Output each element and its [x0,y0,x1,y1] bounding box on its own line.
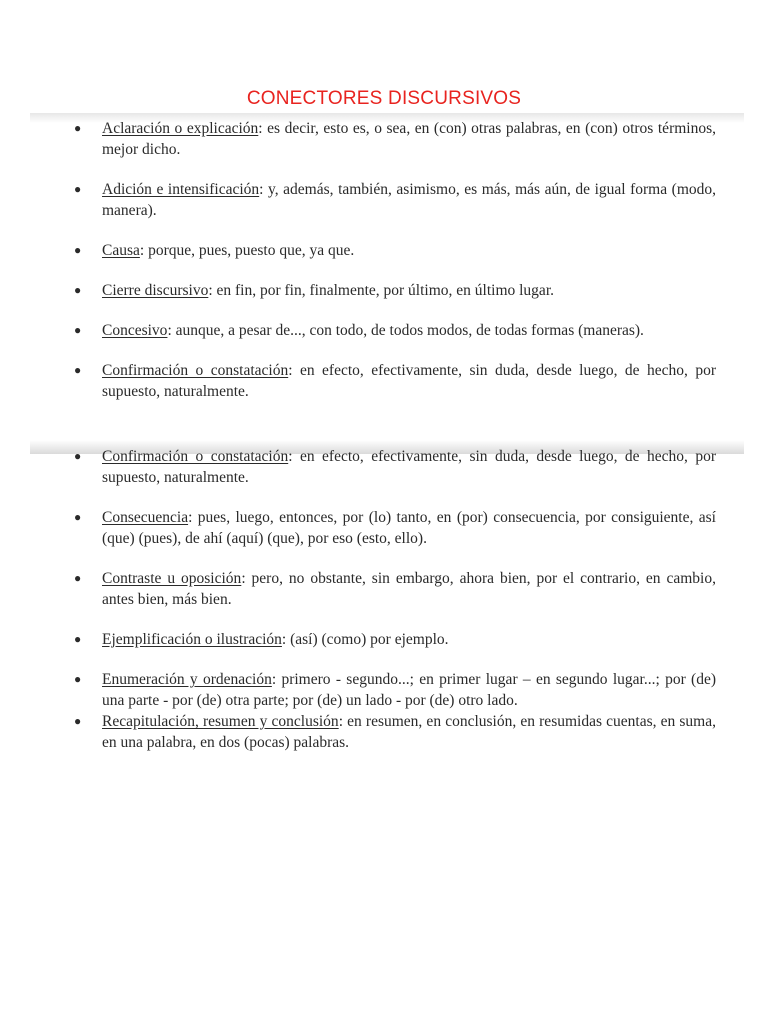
list-item [56,240,716,261]
bullet-icon: ● [74,510,82,524]
bullet-icon: ● [74,121,82,135]
connector-list-first-scan [56,118,716,402]
list-item [56,629,716,650]
connector-examples: : en resumen, en conclusión, en resumidas cuentas, en suma, en una palabra, en dos (pocas) palabras. [102,713,716,751]
connector-term: Aclaración o explicación [102,120,259,137]
list-item [56,360,716,402]
connector-examples: : porque, pues, puesto que, ya que. [139,242,355,259]
connector-term: Ejemplificación o ilustración [102,631,282,648]
bullet-icon: ● [74,283,82,297]
connector-examples: : en efecto, efectivamente, sin duda, desde luego, de hecho, por supuesto, naturalmente. [102,362,716,400]
bullet-icon: ● [74,323,82,337]
list-item [56,320,716,341]
bullet-icon: ● [74,363,82,377]
connector-list-second-scan [56,446,716,753]
connector-examples: : y, además, también, asimismo, es más, más aún, de igual forma (modo, manera). [102,181,717,219]
connector-examples: : en efecto, efectivamente, sin duda, desde luego, de hecho, por supuesto, naturalmente. [102,448,716,486]
list-item [56,118,716,160]
bullet-icon: ● [74,571,82,585]
list-item [56,280,716,301]
list-item [56,669,716,711]
list-item [56,446,716,488]
connector-term: Causa [102,242,140,259]
connector-examples: : es decir, esto es, o sea, en (con) otras palabras, en (con) otros términos, mejor dicho. [102,120,716,158]
bullet-icon: ● [74,182,82,196]
list-item [56,179,716,221]
connector-examples: : aunque, a pesar de..., con todo, de todos modos, de todas formas (maneras). [167,322,644,339]
bullet-icon: ● [74,714,82,728]
connector-examples: : pues, luego, entonces, por (lo) tanto, en (por) consecuencia, por consiguiente, así (que) (pues), de ahí (aquí) (que), por eso (esto, ello). [102,509,716,547]
connector-term: Recapitulación, resumen y conclusión [102,713,339,730]
connector-examples: : primero - segundo...; en primer lugar – en segundo lugar...; por (de) una parte - por (de) otra parte; por (de) un lado - por (de) otro lado. [102,671,717,709]
bullet-icon: ● [74,449,82,463]
page-title: CONECTORES DISCURSIVOS [246,88,522,109]
connector-term: Confirmación o constatación [102,362,289,379]
connector-term: Enumeración y ordenación [102,671,272,688]
connector-term: Contraste u oposición [102,570,242,587]
connector-term: Consecuencia [102,509,189,526]
connector-term: Confirmación o constatación [102,448,289,465]
connector-term: Adición e intensificación [102,181,260,198]
connector-term: Cierre discursivo [102,282,209,299]
connector-examples: : pero, no obstante, sin embargo, ahora bien, por el contrario, en cambio, antes bien, más bien. [102,570,716,608]
bullet-icon: ● [74,632,82,646]
list-item [56,568,716,610]
bullet-icon: ● [74,672,82,686]
bullet-icon: ● [74,243,82,257]
list-item [56,711,716,753]
connector-term: Concesivo [102,322,168,339]
connector-examples: : (así) (como) por ejemplo. [281,631,449,648]
list-item [56,507,716,549]
connector-examples: : en fin, por fin, finalmente, por último, en último lugar. [208,282,554,299]
